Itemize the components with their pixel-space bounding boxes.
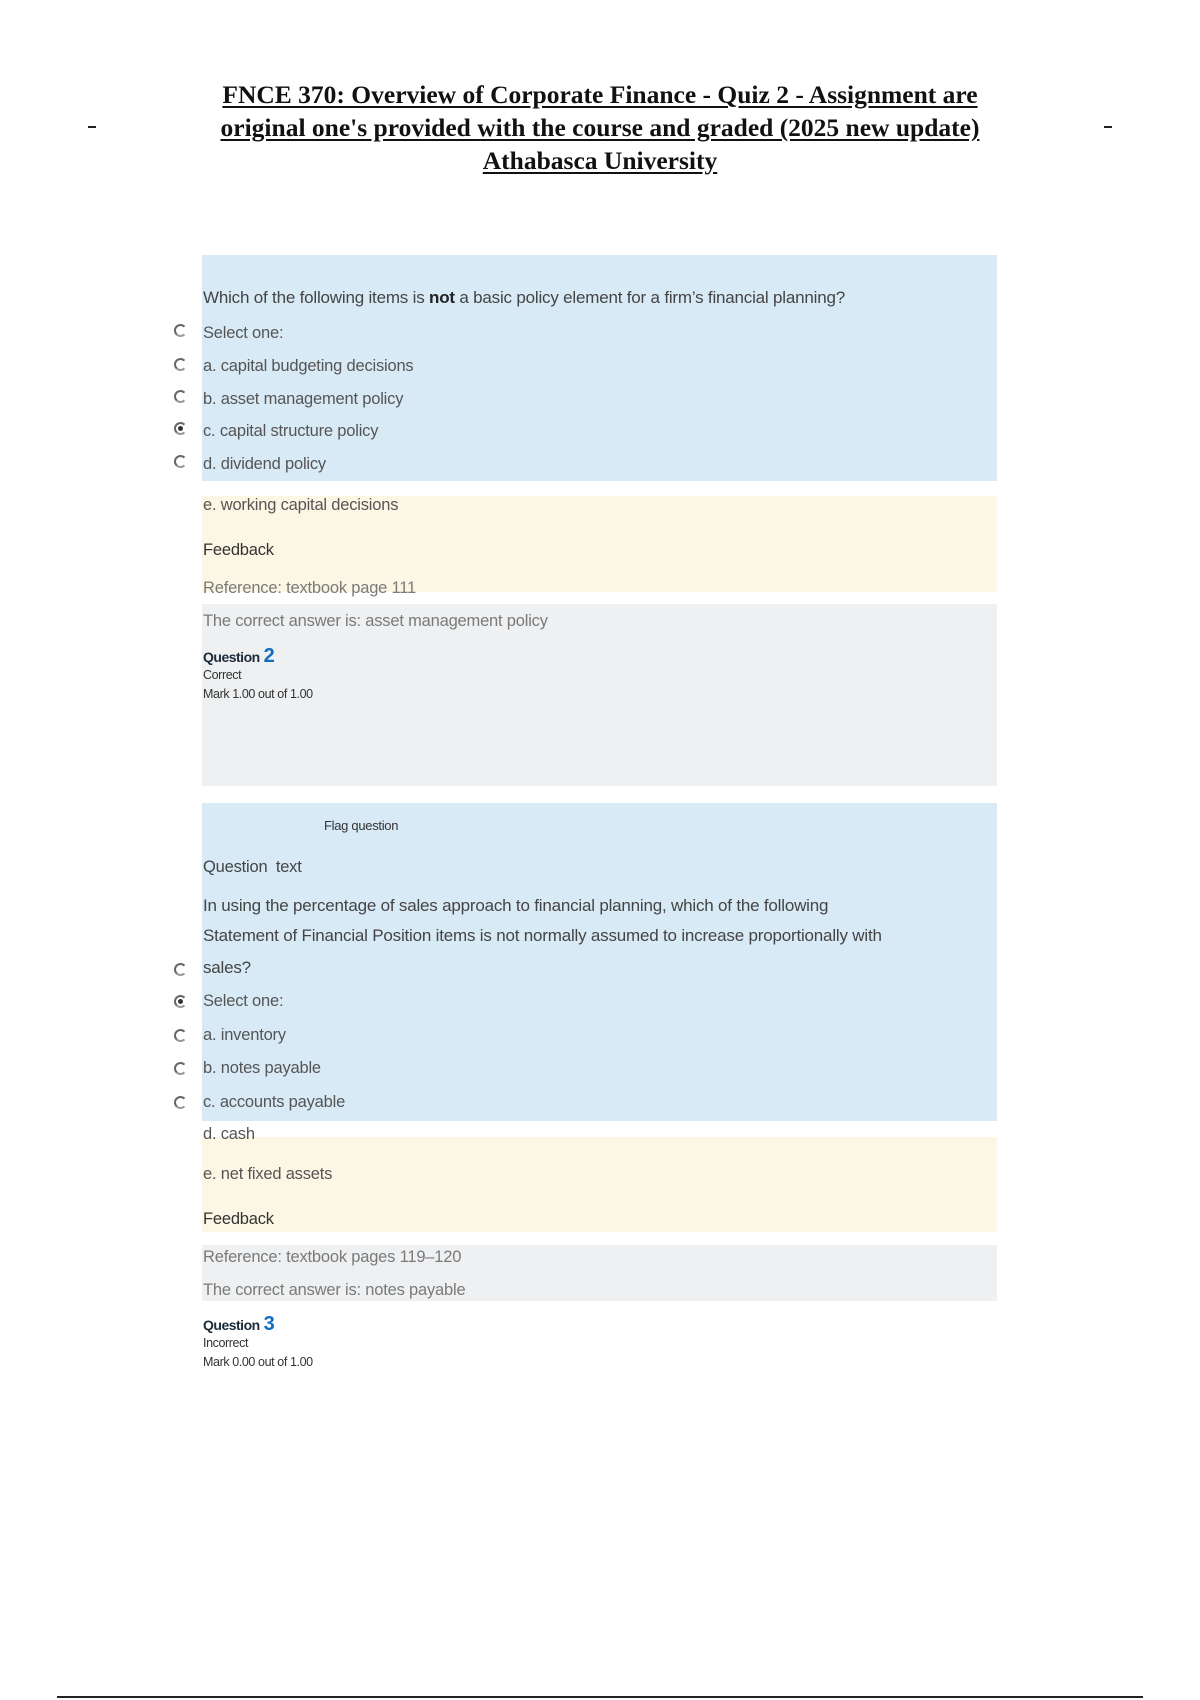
title-line-1: FNCE 370: Overview of Corporate Finance - Quiz 2 - Assignment are (222, 80, 978, 109)
q2-question-text-label: Question text (203, 858, 302, 876)
q2-radio-a[interactable] (174, 1029, 187, 1042)
q1-radio-d[interactable] (174, 455, 187, 468)
page-bottom-rule (57, 1696, 1143, 1698)
q2-status: Correct (203, 668, 242, 682)
q1-option-a[interactable]: a. capital budgeting decisions (203, 357, 414, 375)
q3-mark: Mark 0.00 out of 1.00 (203, 1355, 313, 1369)
q2-radio-c[interactable] (174, 1096, 187, 1109)
q2-question-number: Question 2 (203, 645, 275, 667)
q3-status: Incorrect (203, 1336, 249, 1350)
q2-radio-top[interactable] (174, 963, 187, 976)
q1-reference: Reference: textbook page 111 (203, 579, 417, 597)
q2-reference: Reference: textbook pages 119–120 (203, 1248, 462, 1266)
q1-radio-a[interactable] (174, 358, 187, 371)
q2-question-line-2: Statement of Financial Position items is not normally assumed to increase proportionally with (203, 926, 882, 945)
flag-question-link[interactable]: Flag question (324, 818, 399, 833)
q2-option-e[interactable]: e. net fixed assets (203, 1165, 333, 1183)
q1-correct-answer: The correct answer is: asset management policy (203, 612, 548, 630)
q2-radio-select[interactable] (174, 995, 187, 1008)
title-line-2: original one's provided with the course and graded (2025 new update) (220, 113, 980, 142)
q1-option-e[interactable]: e. working capital decisions (203, 496, 399, 514)
q2-correct-answer: The correct answer is: notes payable (203, 1281, 466, 1299)
q2-option-c[interactable]: c. accounts payable (203, 1093, 346, 1111)
q2-feedback-panel (202, 1137, 997, 1232)
q2-feedback-label: Feedback (203, 1210, 274, 1228)
q1-option-d[interactable]: d. dividend policy (203, 455, 326, 473)
q2-option-a[interactable]: a. inventory (203, 1026, 286, 1044)
q1-feedback-label: Feedback (203, 541, 274, 559)
q1-option-b[interactable]: b. asset management policy (203, 390, 404, 408)
q1-option-c[interactable]: c. capital structure policy (203, 422, 379, 440)
q1-radio-c[interactable] (174, 422, 187, 435)
q2-info-panel (202, 604, 997, 786)
title-line-3: Athabasca University (482, 146, 718, 175)
q1-select-label: Select one: (203, 324, 284, 342)
q1-question-text: Which of the following items is not a basic policy element for a firm’s financial planning? (203, 288, 845, 307)
q2-mark: Mark 1.00 out of 1.00 (203, 687, 313, 701)
q2-question-line-1: In using the percentage of sales approach to financial planning, which of the following (203, 896, 829, 915)
q2-select-label: Select one: (203, 992, 284, 1010)
q1-radio-b[interactable] (174, 390, 187, 403)
q3-question-number: Question 3 (203, 1313, 275, 1335)
q2-option-d[interactable]: d. cash (203, 1125, 255, 1143)
q2-question-line-3: sales? (203, 958, 251, 977)
q2-radio-b[interactable] (174, 1062, 187, 1075)
q2-question-panel (202, 803, 997, 1121)
q1-radio-select[interactable] (174, 324, 187, 337)
document-title (140, 78, 1060, 177)
right-margin-mark (1104, 126, 1112, 128)
left-margin-mark (88, 126, 96, 128)
q2-option-b[interactable]: b. notes payable (203, 1059, 321, 1077)
